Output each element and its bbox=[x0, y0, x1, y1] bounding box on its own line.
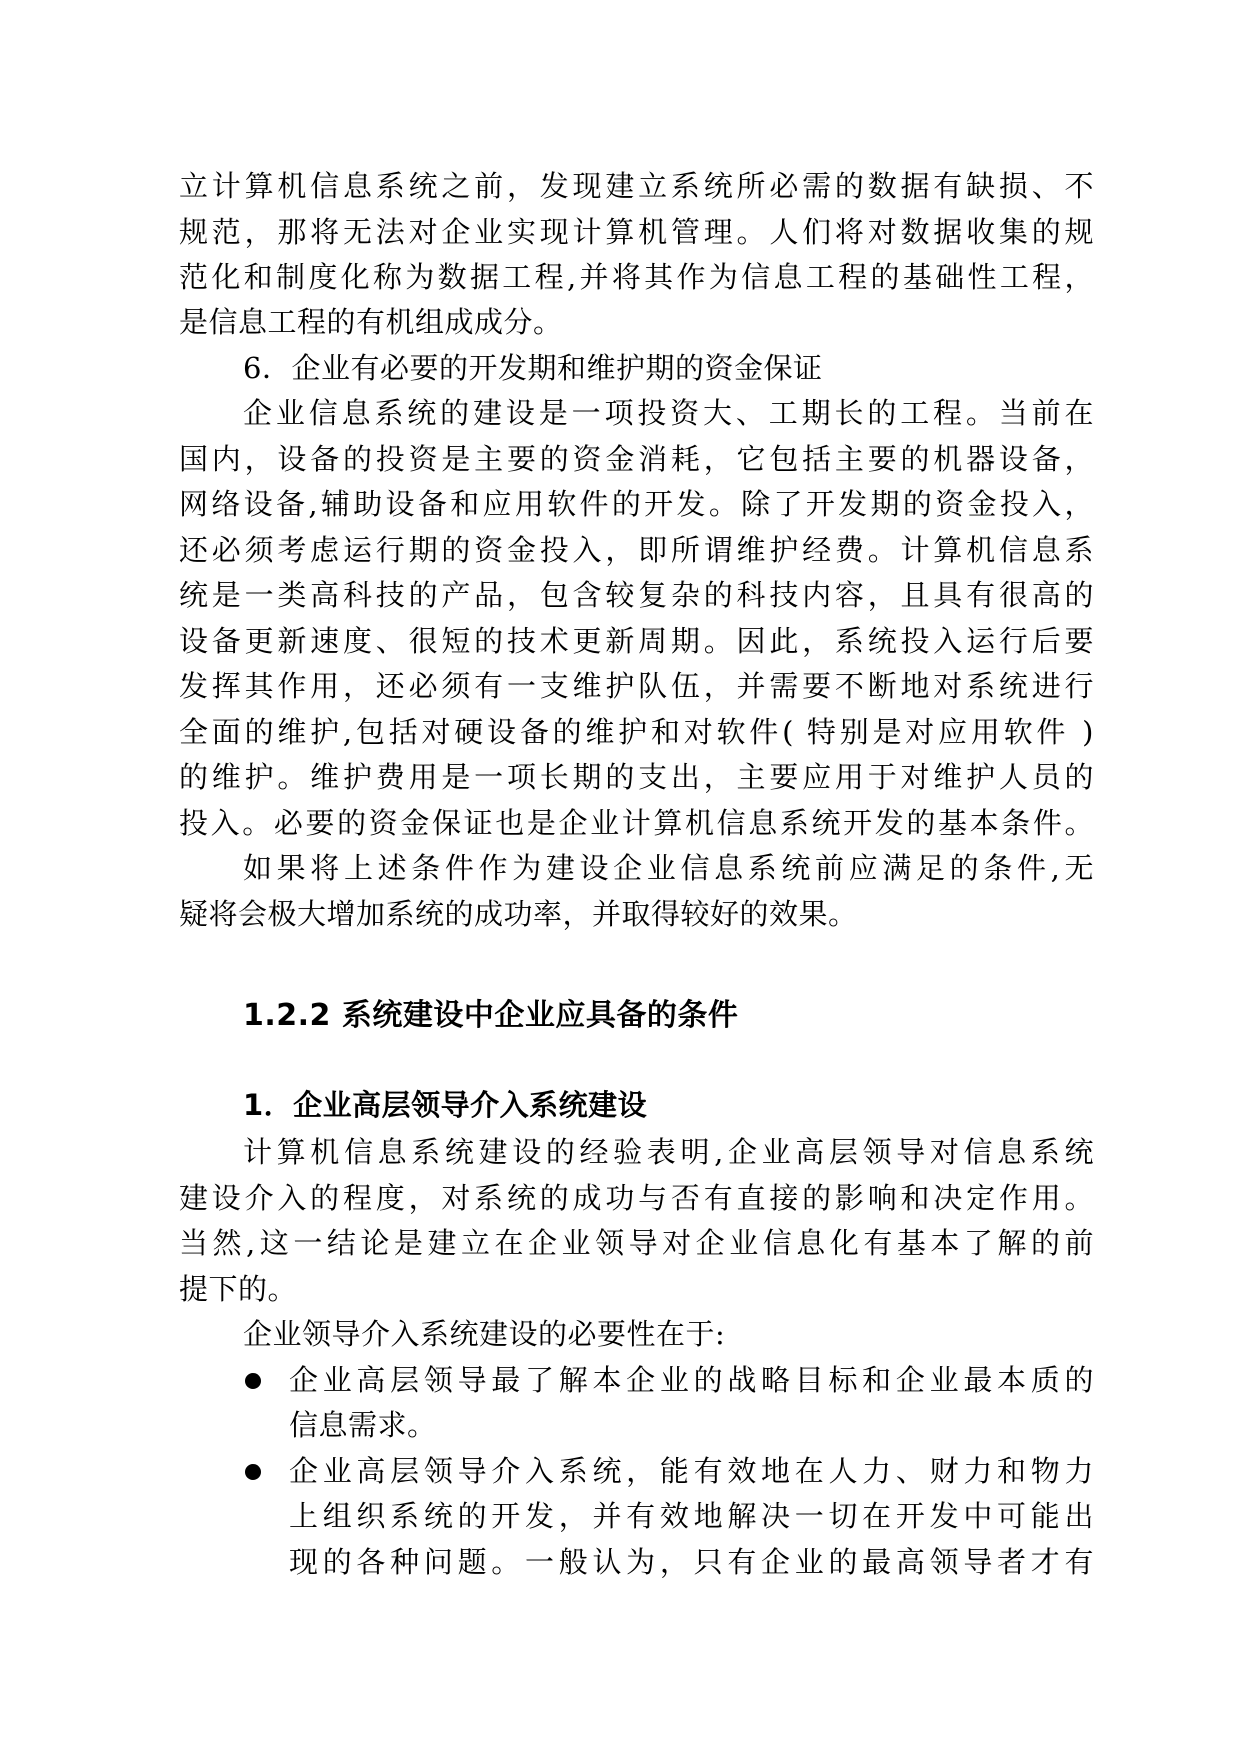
paragraph-line: 设备更新速度、很短的技术更新周期。因此，系统投入运行后要 bbox=[179, 624, 1094, 658]
paragraph-line: 企业信息系统的建设是一项投资大、工期长的工程。当前在 bbox=[243, 396, 1094, 430]
paragraph-line: 计算机信息系统建设的经验表明,企业高层领导对信息系统 bbox=[243, 1135, 1094, 1169]
paragraph-line: 国内，设备的投资是主要的资金消耗，它包括主要的机器设备， bbox=[179, 442, 1094, 476]
paragraph-line: 如果将上述条件作为建设企业信息系统前应满足的条件,无 bbox=[243, 851, 1094, 885]
paragraph-line: 规范，那将无法对企业实现计算机管理。人们将对数据收集的规 bbox=[179, 215, 1094, 249]
bullet-dot-icon bbox=[245, 1464, 261, 1480]
paragraph-line: 发挥其作用，还必须有一支维护队伍，并需要不断地对系统进行 bbox=[179, 669, 1094, 703]
paragraph-line: 是信息工程的有机组成成分。 bbox=[179, 305, 563, 339]
paragraph-line: 投入。必要的资金保证也是企业计算机信息系统开发的基本条件。 bbox=[179, 806, 1094, 840]
paragraph-line: 范化和制度化称为数据工程,并将其作为信息工程的基础性工程， bbox=[179, 260, 1094, 294]
paragraph-line: 立计算机信息系统之前，发现建立系统所必需的数据有缺损、不 bbox=[179, 169, 1094, 203]
subsection-heading: 1．企业高层领导介入系统建设 bbox=[243, 1088, 648, 1122]
bullet-line: 企业高层领导最了解本企业的战略目标和企业最本质的 bbox=[289, 1363, 1094, 1397]
paragraph-line: 网络设备,辅助设备和应用软件的开发。除了开发期的资金投入， bbox=[179, 487, 1094, 521]
paragraph-line: 疑将会极大增加系统的成功率，并取得较好的效果。 bbox=[179, 897, 858, 931]
paragraph-line: 提下的。 bbox=[179, 1272, 298, 1306]
paragraph-line: 当然,这一结论是建立在企业领导对企业信息化有基本了解的前 bbox=[179, 1226, 1094, 1260]
bullet-line: 信息需求。 bbox=[289, 1408, 437, 1442]
section-heading: 1.2.2 系统建设中企业应具备的条件 bbox=[243, 998, 739, 1033]
bullet-line: 上组织系统的开发，并有效地解决一切在开发中可能出 bbox=[289, 1499, 1094, 1533]
bullet-line: 企业高层领导介入系统，能有效地在人力、财力和物力 bbox=[289, 1454, 1094, 1488]
paragraph-line: 的维护。维护费用是一项长期的支出，主要应用于对维护人员的 bbox=[179, 760, 1094, 794]
paragraph-line: 建设介入的程度，对系统的成功与否有直接的影响和决定作用。 bbox=[179, 1181, 1094, 1215]
paragraph-line: 全面的维护,包括对硬设备的维护和对软件( 特别是对应用软件 ) bbox=[179, 715, 1094, 749]
paragraph-line: 统是一类高科技的产品，包含较复杂的科技内容，且具有很高的 bbox=[179, 578, 1094, 612]
bullet-line: 现的各种问题。一般认为，只有企业的最高领导者才有 bbox=[289, 1545, 1094, 1579]
item-heading: 6．企业有必要的开发期和维护期的资金保证 bbox=[243, 351, 823, 385]
paragraph-line: 还必须考虑运行期的资金投入，即所谓维护经费。计算机信息系 bbox=[179, 533, 1094, 567]
bullet-dot-icon bbox=[245, 1373, 261, 1389]
paragraph-line: 企业领导介入系统建设的必要性在于: bbox=[243, 1317, 726, 1351]
